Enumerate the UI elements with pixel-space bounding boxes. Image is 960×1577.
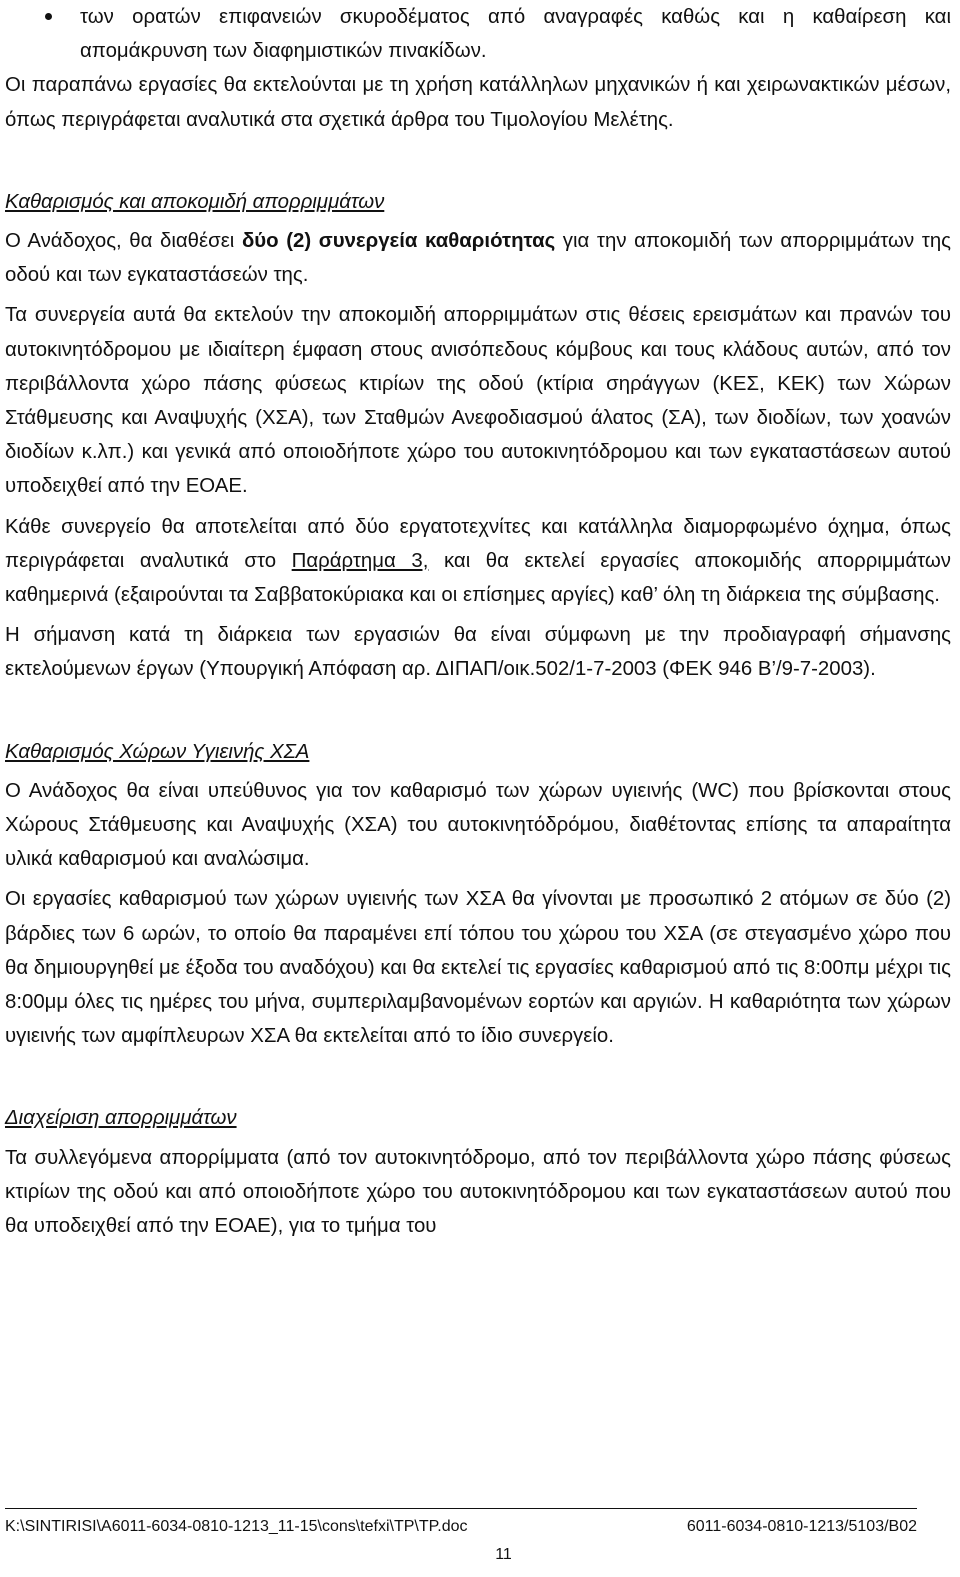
section2-paragraph-1: Ο Ανάδοχος θα είναι υπεύθυνος για τον καθαρισμό των χώρων υγιεινής (WC) που βρίσκονται στους Χώρους Στάθμευσης και Αναψυχής (ΧΣΑ) του αυτοκινητόδρόμου, διαθέτοντας επίσης τα απαραίτητα υλικά καθαρισμού και αναλώσιμα. (5, 779, 951, 871)
text-run: Κάθε συνεργείο θα αποτελείται από δύο εργατοτεχνίτες και κατάλληλα διαμορφωμένο όχημα, όπως περιγράφεται αναλυτικά στο (5, 515, 951, 572)
section1-paragraph-3 (5, 510, 951, 613)
bullet-item (5, 0, 951, 68)
footer-document-code: 6011-6034-0810-1213/5103/B02 (686, 1518, 917, 1535)
section-heading-waste-collection: Καθαρισμός και αποκομιδή απορριμμάτων (5, 190, 385, 213)
section1-paragraph-1 (5, 224, 951, 292)
text-run: για την αποκομιδή των απορριμμάτων της οδού και των εγκαταστάσεών της. (5, 230, 951, 287)
appendix-reference-link[interactable]: Παράρτημα 3, (291, 549, 429, 572)
section2-paragraph-2: Οι εργασίες καθαρισμού των χώρων υγιεινής των ΧΣΑ θα γίνονται με προσωπικό 2 ατόμων σε δύο (2) βάρδιες των 6 ωρών, το οποίο θα παραμένει επί τόπου του χώρου του ΧΣΑ (σε στεγασμένο χώρο που θα δημιουργηθεί με έξοδα του αναδόχου) και θα εκτελεί τις εργασίες καθαρισμού από τις 8:00πμ μέχρι τις 8:00μμ όλες τις ημέρες του μήνα, συμπεριλαμβανομένων εορτών και αργιών. Η καθαριότητα των χώρων υγιεινής των αμφίπλευρων ΧΣΑ θα εκτελείται από το ίδιο συνεργείο. (5, 888, 951, 1048)
footer-file-path: K:\SINTIRISI\A6011-6034-0810-1213_11-15\cons\tefxi\TP\TP.doc (5, 1518, 468, 1535)
bullet-dot-icon (45, 13, 52, 20)
text-run: Ο Ανάδοχος, θα διαθέσει (5, 230, 242, 253)
intro-paragraph: Οι παραπάνω εργασίες θα εκτελούνται με τη χρήση κατάλληλων μηχανικών ή και χειρωνακτικών μέσων, όπως περιγράφεται αναλυτικά στα σχετικά άρθρα του Τιμολογίου Μελέτης. (5, 74, 951, 131)
section-heading-waste-management: Διαχείριση απορριμμάτων (5, 1107, 237, 1130)
bold-text: δύο (2) συνεργεία καθαριότητας (241, 230, 556, 253)
section1-paragraph-2: Τα συνεργεία αυτά θα εκτελούν την αποκομιδή απορριμμάτων στις θέσεις ερεισμάτων και πρανών του αυτοκινητόδρομου με ιδιαίτερη έμφαση στους ανισόπεδους κόμβους και τους κλάδους αυτών, από τον περιβάλλοντα χώρο πάσης φύσεως κτιρίων της οδού (κτίρια σηράγγων (ΚΕΣ, ΚΕΚ) των Χώρων Στάθμευσης και Αναψυχής (ΧΣΑ), των Σταθμών Ανεφοδιασμού άλατος (ΣΑ), των διοδίων, των χοανών διοδίων κ.λπ.) και γενικά από οποιοδήποτε χώρο του αυτοκινητόδρομου και των εγκαταστάσεων αυτού υποδειχθεί από την ΕΟΑΕ. (5, 304, 951, 498)
page-number: 11 (495, 1546, 512, 1563)
section1-paragraph-4: Η σήμανση κατά τη διάρκεια των εργασιών θα είναι σύμφωνη με την προδιαγραφή σήμανσης εκτελούμενων έργων (Υπουργική Απόφαση αρ. ΔΙΠΑΠ/οικ.502/1-7-2003 (ΦΕΚ 946 Β’/9-7-2003). (5, 624, 951, 681)
text-run: και θα εκτελεί εργασίες αποκομιδής απορριμμάτων καθημερινά (εξαιρούνται τα Σαββατοκύριακα και οι επίσημες αργίες) καθ’ όλη τη διάρκεια της σύμβασης. (5, 549, 951, 607)
document-page (5, 0, 951, 1243)
bullet-text: των ορατών επιφανειών σκυροδέματος από αναγραφές καθώς και η καθαίρεση και απομάκρυνση των διαφημιστικών πινακίδων. (80, 6, 951, 63)
page-footer (5, 1508, 917, 1538)
section-heading-sanitary-cleaning: Καθαρισμός Χώρων Υγιεινής ΧΣΑ (5, 740, 310, 763)
section3-paragraph-1: Τα συλλεγόμενα απορρίμματα (από τον αυτοκινητόδρομο, από τον περιβάλλοντα χώρο πάσης φύσεως κτιρίων της οδού και από οποιοδήποτε χώρο του αυτοκινητόδρομου και των εγκαταστάσεων αυτού που θα υποδειχθεί από την ΕΟΑΕ), για το τμήμα του (5, 1146, 951, 1238)
